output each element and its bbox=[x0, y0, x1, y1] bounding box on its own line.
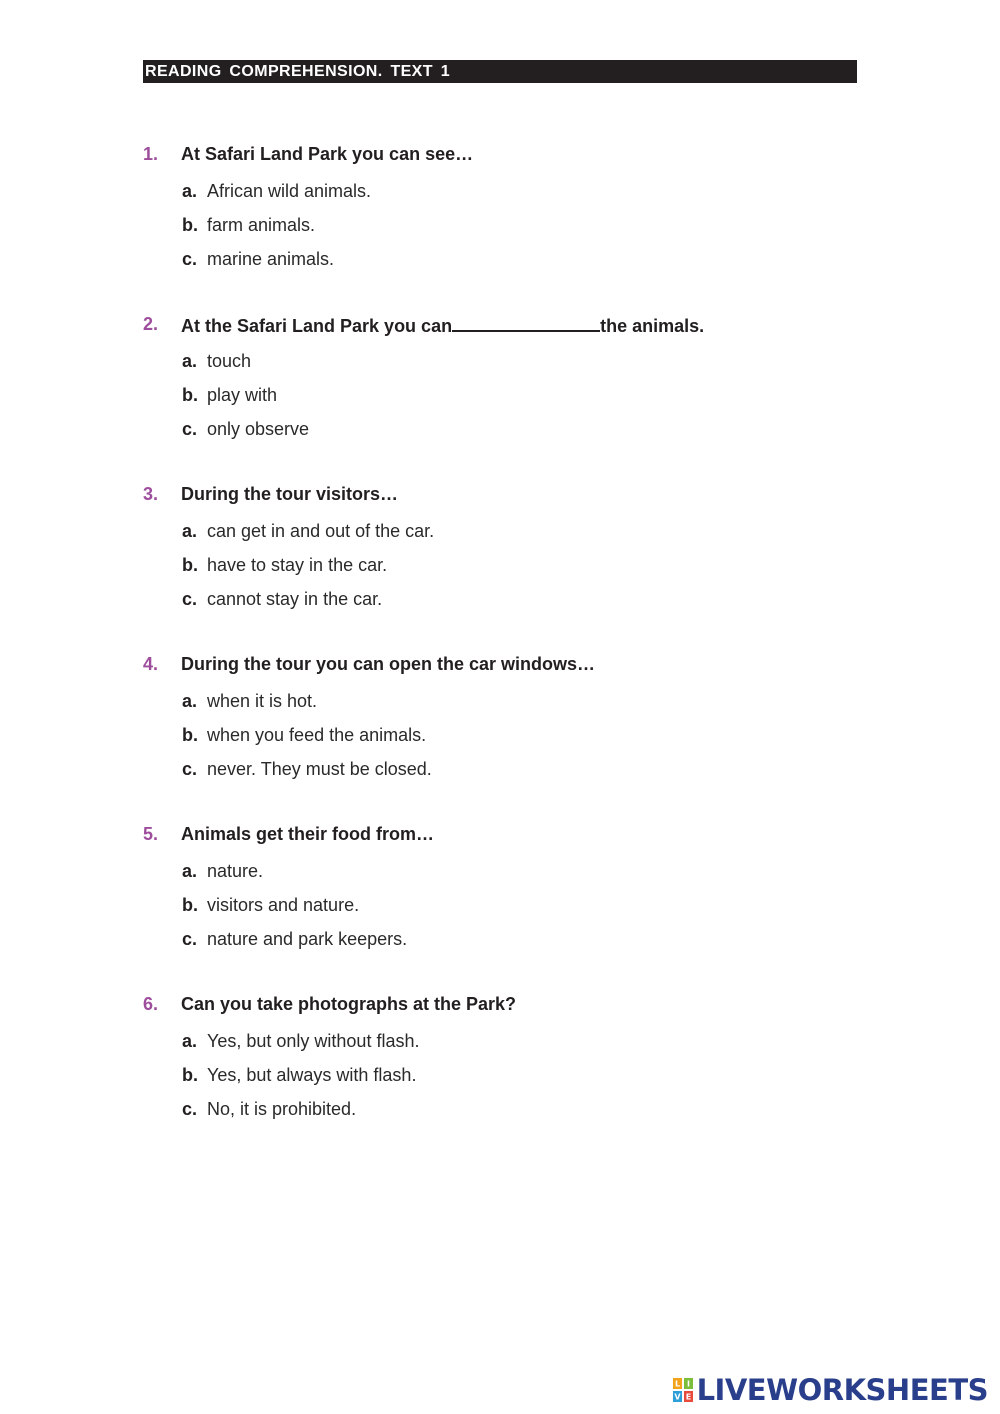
option-b[interactable] bbox=[182, 1064, 416, 1086]
question-text-before: At the Safari Land Park you can bbox=[181, 316, 453, 336]
question-6 bbox=[143, 993, 903, 1119]
question-number: 6. bbox=[143, 994, 159, 1014]
option-text: visitors and nature. bbox=[207, 895, 360, 915]
option-c[interactable] bbox=[182, 248, 334, 270]
option-letter: a. bbox=[182, 861, 198, 881]
option-a[interactable] bbox=[182, 690, 317, 712]
option-text: play with bbox=[207, 385, 278, 405]
question-number: 5. bbox=[143, 824, 159, 844]
option-text: No, it is prohibited. bbox=[207, 1099, 357, 1119]
option-letter: c. bbox=[182, 249, 198, 269]
option-a[interactable] bbox=[182, 860, 263, 882]
option-text: African wild animals. bbox=[207, 181, 372, 201]
question-text bbox=[181, 313, 704, 337]
option-b[interactable] bbox=[182, 724, 426, 746]
option-b[interactable] bbox=[182, 894, 359, 916]
option-letter: c. bbox=[182, 759, 198, 779]
option-text: only observe bbox=[207, 419, 310, 439]
option-b[interactable] bbox=[182, 214, 315, 236]
option-a[interactable] bbox=[182, 350, 251, 372]
option-letter: b. bbox=[182, 725, 198, 745]
question-number: 2. bbox=[143, 314, 159, 334]
question-number: 1. bbox=[143, 144, 159, 164]
option-text: nature and park keepers. bbox=[207, 929, 408, 949]
option-b[interactable] bbox=[182, 554, 387, 576]
option-c[interactable] bbox=[182, 418, 309, 440]
question-number: 4. bbox=[143, 654, 159, 674]
question-text: During the tour you can open the car windows… bbox=[181, 654, 596, 674]
question-1 bbox=[143, 143, 903, 269]
option-text: when it is hot. bbox=[207, 691, 318, 711]
option-letter: a. bbox=[182, 351, 198, 371]
question-2 bbox=[143, 313, 903, 439]
option-text: farm animals. bbox=[207, 215, 316, 235]
option-a[interactable] bbox=[182, 180, 371, 202]
option-a[interactable] bbox=[182, 1030, 419, 1052]
liveworksheets-logo bbox=[673, 1374, 988, 1406]
answer-blank[interactable] bbox=[452, 313, 600, 332]
option-c[interactable] bbox=[182, 758, 432, 780]
option-text: marine animals. bbox=[207, 249, 335, 269]
question-text-after: the animals. bbox=[600, 316, 705, 336]
option-letter: b. bbox=[182, 895, 198, 915]
question-number: 3. bbox=[143, 484, 159, 504]
logo-mark-letter: E bbox=[685, 1392, 691, 1402]
question-text: At Safari Land Park you can see… bbox=[181, 144, 474, 164]
liveworksheets-logo-icon bbox=[673, 1378, 693, 1402]
option-letter: b. bbox=[182, 1065, 198, 1085]
option-c[interactable] bbox=[182, 928, 407, 950]
option-letter: a. bbox=[182, 521, 198, 541]
option-letter: c. bbox=[182, 929, 198, 949]
option-text: have to stay in the car. bbox=[207, 555, 388, 575]
option-letter: b. bbox=[182, 385, 198, 405]
logo-mark-letter: I bbox=[686, 1379, 690, 1389]
option-text: never. They must be closed. bbox=[207, 759, 432, 779]
question-3 bbox=[143, 483, 903, 609]
page-title: READING COMPREHENSION. TEXT 1 bbox=[143, 60, 857, 83]
option-letter: c. bbox=[182, 419, 198, 439]
option-text: nature. bbox=[207, 861, 264, 881]
option-text: when you feed the animals. bbox=[207, 725, 427, 745]
option-c[interactable] bbox=[182, 588, 382, 610]
option-letter: c. bbox=[182, 589, 198, 609]
logo-text: LIVEWORKSHEETS bbox=[696, 1373, 988, 1407]
option-letter: b. bbox=[182, 215, 198, 235]
question-text: During the tour visitors… bbox=[181, 484, 399, 504]
option-b[interactable] bbox=[182, 384, 277, 406]
option-letter: a. bbox=[182, 181, 198, 201]
option-text: can get in and out of the car. bbox=[207, 521, 435, 541]
option-text: Yes, but only without flash. bbox=[207, 1031, 420, 1051]
question-4 bbox=[143, 653, 903, 779]
logo-mark-letter: L bbox=[674, 1379, 680, 1389]
question-text: Animals get their food from… bbox=[181, 824, 435, 844]
option-text: Yes, but always with flash. bbox=[207, 1065, 417, 1085]
option-c[interactable] bbox=[182, 1098, 356, 1120]
option-letter: c. bbox=[182, 1099, 198, 1119]
logo-mark-letter: V bbox=[673, 1392, 681, 1402]
question-5 bbox=[143, 823, 903, 949]
option-a[interactable] bbox=[182, 520, 434, 542]
option-text: cannot stay in the car. bbox=[207, 589, 383, 609]
option-letter: b. bbox=[182, 555, 198, 575]
option-letter: a. bbox=[182, 691, 198, 711]
option-letter: a. bbox=[182, 1031, 198, 1051]
option-text: touch bbox=[207, 351, 252, 371]
question-text: Can you take photographs at the Park? bbox=[181, 994, 517, 1014]
